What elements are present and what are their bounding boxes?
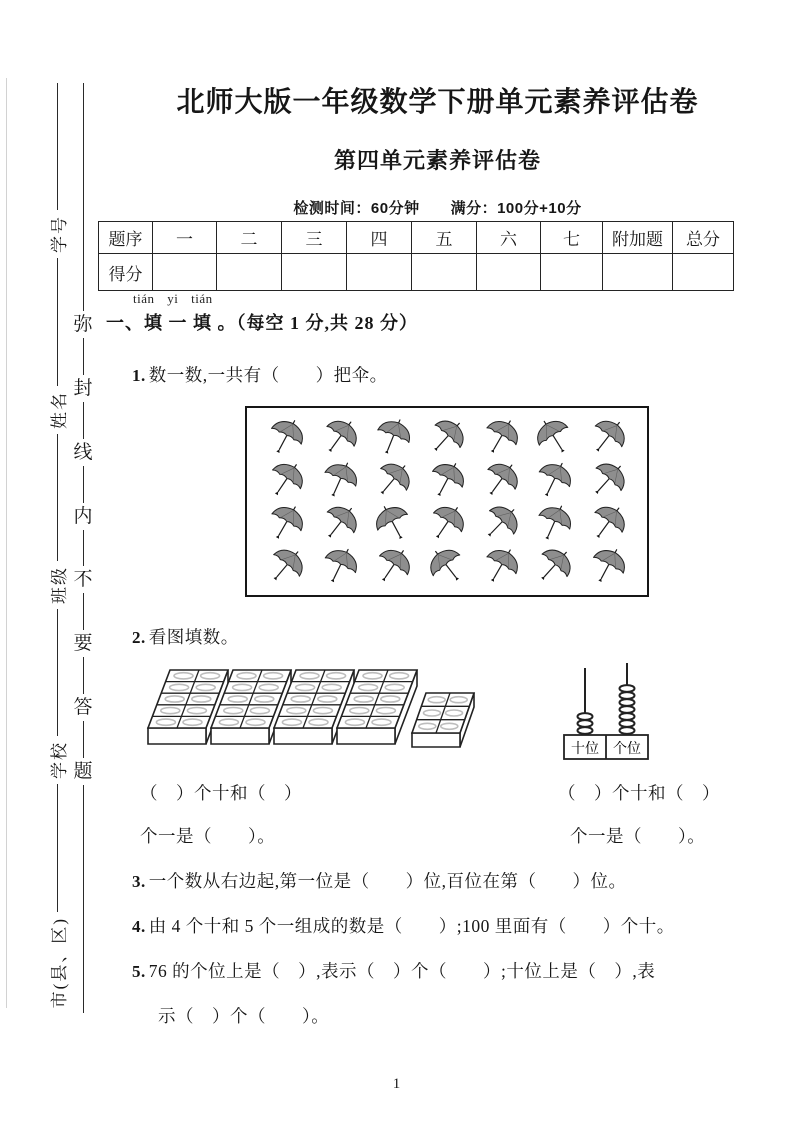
score-table-empty-cell [477,254,541,291]
exam-info: 检测时间：60分钟 满分：100分+10分 [293,200,582,217]
umbrella-icon [473,538,528,593]
seal-text-char: 答 [73,696,93,718]
score-table-empty-cell [673,254,734,291]
seal-text-char: 不 [73,569,93,591]
umbrella-icon [526,537,582,593]
score-table-column-header: 四 [347,222,412,254]
margin-label: 班级 [49,565,69,604]
pinyin-annotation: tián yi tián [133,291,213,306]
score-table-row-label: 得分 [99,254,153,291]
seal-line-segment [83,785,84,1013]
paper-title: 北师大版一年级数学下册单元素养评估卷 [176,86,699,117]
q2-right-blank-line1: （ ）个十和（ ） [558,783,720,803]
question-1 [132,362,388,387]
scan-edge-line [6,78,7,1008]
question-3-text: 一个数从右边起,第一位是（ ）位,百位在第（ ）位。 [148,871,627,891]
q2-left-blank-line2: 个一是（ ）。 [140,826,276,846]
seal-line-segment [83,83,84,311]
score-table-column-header: 总分 [673,222,734,254]
umbrella-figure-box [245,406,649,597]
question-5-text-line1: 76 的个位上是（ ）,表示（ ）个（ ）;十位上是（ ）,表 [148,961,656,981]
margin-blank-line [57,258,58,385]
abacus-tens-label: 十位 [571,742,599,757]
umbrella-icon [313,539,366,592]
score-table-header-row [99,222,734,254]
score-table-score-row [99,254,734,291]
umbrella-icon [527,410,582,465]
question-5-line1 [132,958,655,983]
score-table-column-header: 三 [282,222,347,254]
seal-text-char: 题 [73,760,93,782]
seal-text-char: 封 [73,377,93,399]
question-5-number: 5. [132,962,146,981]
margin-label: 学校 [49,741,69,780]
score-table-empty-cell [541,254,603,291]
question-2 [132,624,239,649]
score-table-empty-cell [412,254,477,291]
seal-line-segment [83,657,84,694]
question-3 [132,868,627,893]
question-1-number: 1. [132,366,146,385]
score-table-column-header: 二 [217,222,282,254]
umbrella-icon [366,538,422,594]
score-table-column-header: 一 [153,222,217,254]
question-4-text: 由 4 个十和 5 个一组成的数是（ ）;100 里面有（ ）个十。 [148,916,675,936]
question-3-number: 3. [132,872,146,891]
q2-left-blank-line1: （ ）个十和（ ） [140,783,302,803]
score-table-corner-cell: 题序 [99,222,153,254]
margin-label: 姓名 [49,390,69,429]
umbrella-icon [528,453,581,506]
abacus-beads-group [578,685,635,734]
seal-line-segment [83,466,84,503]
score-table [98,221,734,291]
question-5-line2: 示（ ）个（ ）。 [158,1006,330,1026]
page-number: 1 [392,1076,401,1092]
umbrella-icon [311,495,367,551]
seal-text-char: 要 [73,633,93,655]
seal-line-segment [83,721,84,758]
score-table-empty-cell [153,254,217,291]
ones-block-slab [412,693,474,747]
question-4-number: 4. [132,917,146,936]
margin-label: 市(县、区) [49,916,69,1008]
abacus-ones-label: 个位 [613,742,641,757]
seal-line-column [66,83,100,1013]
seal-line-segment [83,530,84,567]
score-table-empty-cell [603,254,673,291]
score-table-column-header: 六 [477,222,541,254]
seal-line-segment [83,402,84,439]
score-table-empty-cell [217,254,282,291]
umbrella-icon [581,539,635,593]
score-table-column-header: 五 [412,222,477,254]
margin-blank-line [57,83,58,210]
question-2-number: 2. [132,628,146,647]
score-table-empty-cell [282,254,347,291]
margin-label: 学号 [49,215,69,254]
margin-blank-line [57,434,58,561]
score-table-column-header: 七 [541,222,603,254]
margin-blank-line [57,609,58,736]
question-4 [132,913,675,938]
question-1-text: 数一数,一共有（ ）把伞。 [148,365,388,385]
umbrella-icon [258,537,314,593]
seal-line-segment [83,338,84,375]
base-ten-blocks-figure [140,664,490,756]
seal-text-char: 线 [73,441,93,463]
paper-subtitle: 第四单元素养评估卷 [333,148,541,173]
umbrella-icon [580,495,636,551]
seal-text-char: 内 [73,505,93,527]
q2-right-blank-line2: 个一是（ ）。 [570,826,706,846]
score-table-column-header: 附加题 [603,222,673,254]
section-one-heading: 一、填 一 填 。（每空 1 分,共 28 分） [106,313,418,333]
score-table-empty-cell [347,254,412,291]
seal-text-char: 弥 [73,314,93,336]
margin-blank-line [57,784,58,911]
abacus-figure [556,643,668,761]
question-2-text: 看图填数。 [148,627,239,647]
seal-line-segment [83,593,84,630]
umbrella-icon [419,538,475,594]
